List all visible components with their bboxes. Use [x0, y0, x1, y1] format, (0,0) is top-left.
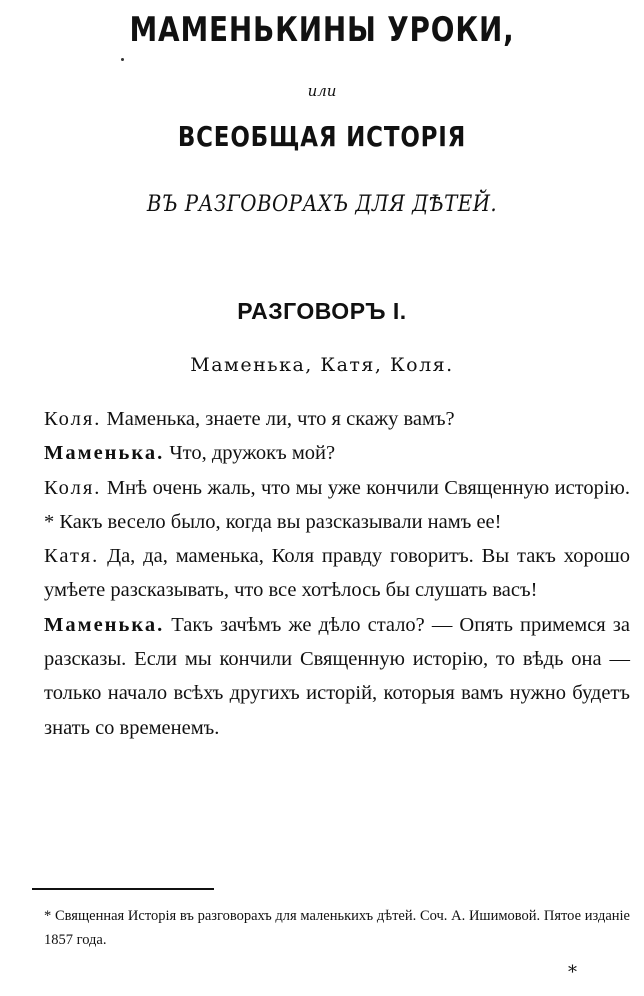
conversation-heading: РАЗГОВОРЪ I.: [237, 298, 407, 324]
dialogue-paragraph: [44, 471, 630, 540]
dialogue-paragraph: [44, 436, 630, 470]
book-subtitle: ВСЕОБЩАЯ ИСТОРІЯ: [177, 120, 467, 153]
title-connector: или: [307, 82, 337, 100]
speaker-name: Катя.: [44, 545, 100, 568]
dialogue-body: [44, 402, 630, 745]
footnote-divider: [32, 888, 214, 890]
dramatis-personae: Маменька, Катя, Коля.: [190, 354, 454, 376]
dialogue-line: Такъ зачѣмъ же дѣло стало? — Опять примемся за разсказы. Если мы кончили Священную исторію, то вѣдь она — только начало всѣхъ другихъ исторій, которыя вамъ нужно будетъ знать со временемъ.: [44, 613, 630, 739]
dialogue-line: Да, да, маменька, Коля правду говоритъ. Вы такъ хорошо умѣете разсказывать, что все хотѣлось бы слушать васъ!: [44, 545, 630, 602]
ink-speck: [121, 58, 124, 61]
speaker-name: Маменька.: [44, 442, 165, 465]
footnote: * Священная Исторія въ разговорахъ для маленькихъ дѣтей. Соч. А. Ишимовой. Пятое изданіе 1857 года.: [44, 908, 630, 948]
book-subtitle-secondary: ВЪ РАЗГОВОРАХЪ ДЛЯ ДѢТЕЙ.: [146, 192, 498, 217]
dialogue-paragraph: [44, 539, 630, 608]
speaker-name: Коля.: [44, 476, 102, 499]
dialogue-line: Что, дружокъ мой?: [164, 442, 336, 465]
dialogue-line: Мнѣ очень жаль, что мы уже кончили Священную исторію. * Какъ весело было, когда вы разсказывали намъ ее!: [44, 476, 630, 533]
signature-mark: *: [568, 962, 577, 983]
book-title: МАМЕНЬКИНЫ УРОКИ,: [129, 10, 515, 50]
dialogue-paragraph: [44, 402, 630, 436]
dialogue-line: Маменька, знаете ли, что я скажу вамъ?: [101, 408, 455, 430]
speaker-name: Маменька.: [44, 613, 165, 636]
speaker-name: Коля.: [44, 408, 102, 430]
dialogue-paragraph: [44, 608, 630, 745]
